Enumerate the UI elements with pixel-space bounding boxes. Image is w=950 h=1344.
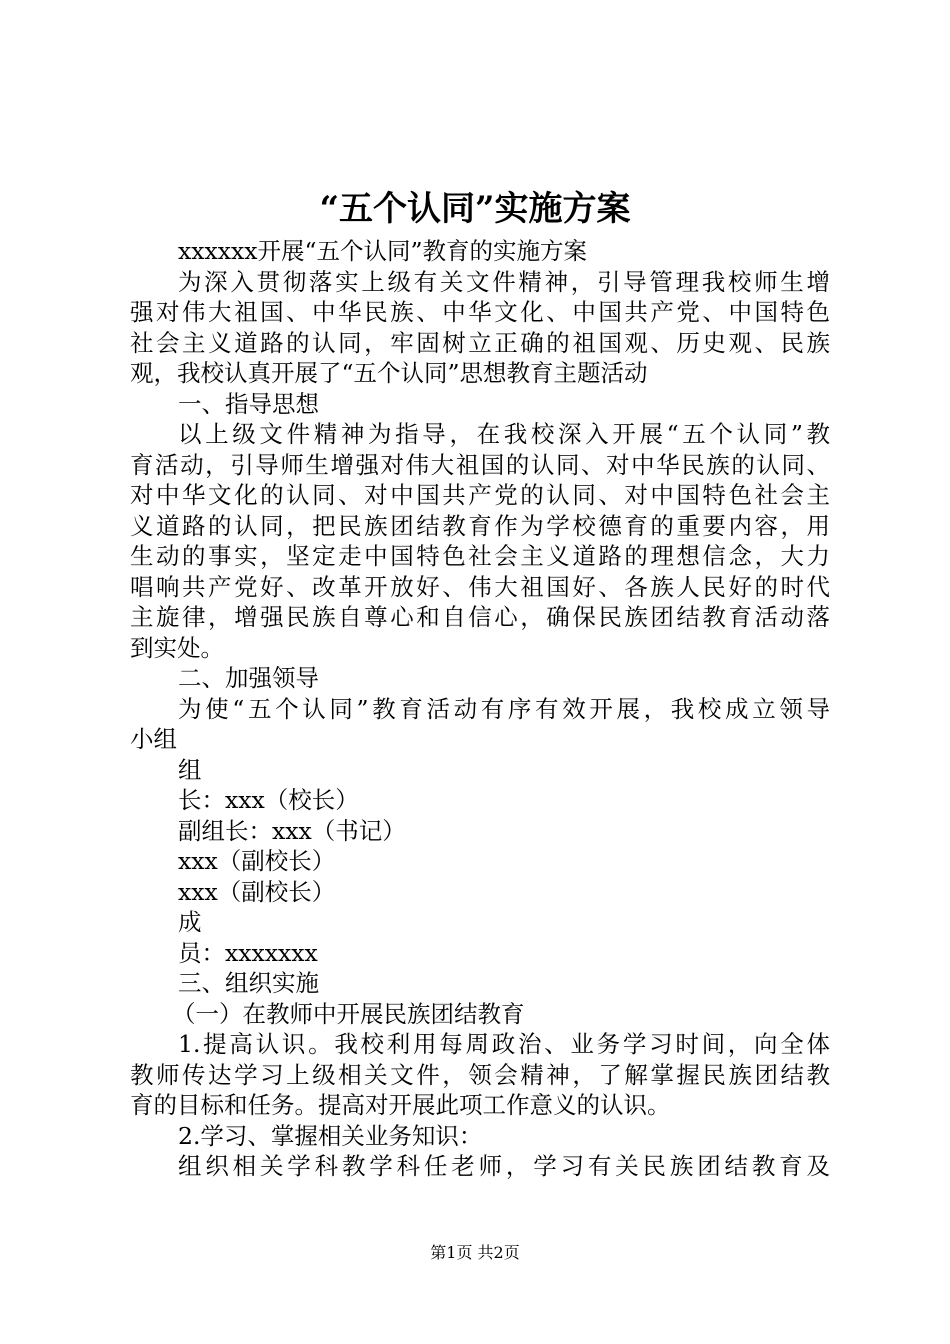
text-line: 1.提高认识。我校利用每周政治、业务学习时间，向全体 — [178, 1030, 830, 1058]
text-line: 成 — [178, 908, 202, 936]
text-line: 主旋律，增强民族自尊心和自信心，确保民族团结教育活动落 — [130, 603, 830, 631]
page-footer: 第1页 共2页 — [430, 1243, 520, 1262]
text-line: 社会主义道路的认同，牢固树立正确的祖国观、历史观、民族 — [130, 328, 830, 357]
text-line: 组 — [178, 755, 202, 784]
document-title: “五个认同”实施方案 — [319, 189, 631, 229]
text-line: xxx（副校长） — [178, 847, 336, 875]
subsection-heading: （一）在教师中开展民族团结教育 — [172, 999, 525, 1028]
text-line: 观，我校认真开展了“五个认同”思想教育主题活动 — [130, 359, 648, 387]
text-line: 员：xxxxxxx — [178, 938, 318, 967]
text-line: 组织相关学科教学科任老师，学习有关民族团结教育及 — [178, 1152, 830, 1180]
text-line: 为深入贯彻落实上级有关文件精神，引导管理我校师生增 — [178, 267, 830, 296]
text-line: 生动的事实，坚定走中国特色社会主义道路的理想信念，大力 — [130, 542, 830, 570]
text-line: 强对伟大祖国、中华民族、中华文化、中国共产党、中国特色 — [130, 298, 830, 326]
text-line: 对中华文化的认同、对中国共产党的认同、对中国特色社会主 — [130, 481, 830, 509]
text-line: xxx（副校长） — [178, 877, 336, 906]
text-line: 2.学习、掌握相关业务知识： — [178, 1121, 483, 1150]
text-line: 以上级文件精神为指导，在我校深入开展“五个认同”教 — [178, 420, 830, 448]
text-line: 义道路的认同，把民族团结教育作为学校德育的重要内容，用 — [130, 511, 830, 540]
text-line: 小组 — [130, 725, 177, 753]
text-line: 育活动，引导师生增强对伟大祖国的认同、对中华民族的认同、 — [130, 450, 830, 479]
text-line: 为使“五个认同”教育活动有序有效开展，我校成立领导 — [178, 694, 830, 723]
section-heading: 三、组织实施 — [178, 969, 319, 997]
section-heading: 一、指导思想 — [178, 389, 319, 418]
text-line: 长：xxx（校长） — [178, 786, 359, 814]
text-line: 到实处。 — [130, 633, 224, 662]
document-body — [130, 236, 830, 1182]
text-line: 育的目标和任务。提高对开展此项工作意义的认识。 — [130, 1091, 671, 1119]
text-line: 教师传达学习上级相关文件，领会精神，了解掌握民族团结教 — [130, 1060, 830, 1089]
text-line: 副组长：xxx（书记） — [178, 816, 406, 845]
section-heading: 二、加强领导 — [178, 664, 319, 692]
text-line: 唱响共产党好、改革开放好、伟大祖国好、各族人民好的时代 — [130, 572, 830, 601]
text-line: xxxxxx开展“五个认同”教育的实施方案 — [178, 237, 588, 265]
